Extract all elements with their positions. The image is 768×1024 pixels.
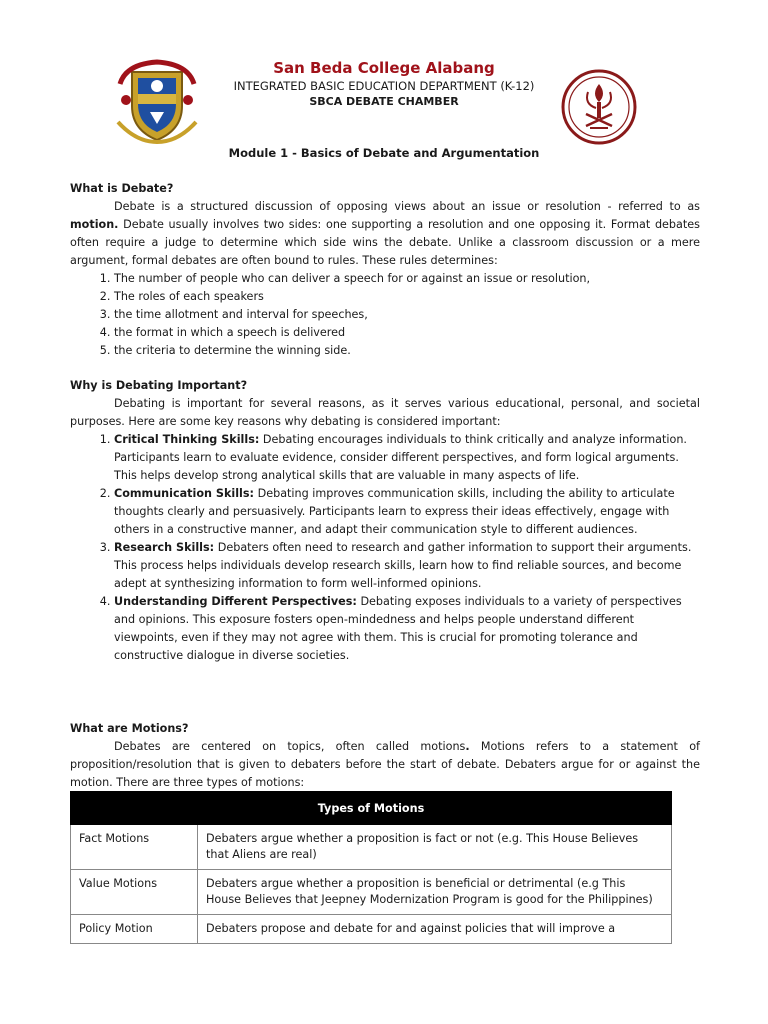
list-item: 3. Research Skills: Debaters often need to research and gather information to support their arguments. This process helps individuals develop research skills, learn how to find reliable sources, and become adept at synthesizing information to form well-informed opinions. [114,539,700,593]
list-item: 1. The number of people who can deliver a speech for or against an issue or resolution, [114,270,700,288]
section-heading: Why is Debating Important? [70,379,248,392]
motion-type: Fact Motions [71,825,198,870]
letterhead [0,58,768,110]
section-heading: What are Motions? [70,722,189,735]
debate-chamber-seal-icon [560,68,638,146]
list-item: 5. the criteria to determine the winning side. [114,342,700,360]
motion-description: Debaters argue whether a proposition is fact or not (e.g. This House Believes that Aliens are real) [198,825,672,870]
list-item: 2. Communication Skills: Debating improves communication skills, including the ability to articulate thoughts clearly and persuasively. Participants learn to express their ideas effectively, engage with others in a constructive manner, and adapt their communication style to different audiences. [114,485,700,539]
table-row [71,915,672,944]
list-item: 3. the time allotment and interval for speeches, [114,306,700,324]
motion-type: Value Motions [71,870,198,915]
list-item: 2. The roles of each speakers [114,288,700,306]
motions-table [70,791,672,944]
section-debate [70,180,700,360]
motion-description: Debaters argue whether a proposition is beneficial or detrimental (e.g This House Believes that Jeepney Modernization Program is good for the Philippines) [198,870,672,915]
table-row [71,870,672,915]
motion-type: Policy Motion [71,915,198,944]
motions-intro: Debates are centered on topics, often called motions. Motions refers to a statement of proposition/resolution that is given to debaters before the start of debate. Debaters argue for or against the motion. There are three types of motions: [70,740,700,789]
list-item: 4. Understanding Different Perspectives: Debating exposes individuals to a variety of perspectives and opinions. This exposure fosters open-mindedness and helps people understand different viewpoints, even if they may not agree with them. This is crucial for promoting tolerance and constructive dialogue in diverse societies. [114,593,700,665]
section-importance [70,377,700,665]
table-row [71,825,672,870]
motion-description: Debaters propose and debate for and against policies that will improve a [198,915,672,944]
list-item: 4. the format in which a speech is delivered [114,324,700,342]
module-title: Module 1 - Basics of Debate and Argumentation [228,146,540,160]
debate-intro: Debate is a structured discussion of opposing views about an issue or resolution - referred to as motion. Debate usually involves two sides: one supporting a resolution and one opposing it. Format debates often require a judge to determine which side wins the debate. Unlike a classroom discussion or a mere argument, formal debates are often bound to rules. These rules determines: [70,200,700,267]
section-motions [70,720,700,792]
table-title: Types of Motions [71,792,672,825]
importance-intro: Debating is important for several reasons, as it serves various educational, personal, and societal purposes. Here are some key reasons why debating is considered important: [70,397,700,428]
school-name: San Beda College Alabang [273,59,495,77]
section-heading: What is Debate? [70,182,174,195]
reasons-list [70,431,700,665]
department-name: INTEGRATED BASIC EDUCATION DEPARTMENT (K-12) [233,79,535,93]
rules-list [70,270,700,360]
chamber-name: SBCA DEBATE CHAMBER [309,95,459,108]
list-item: 1. Critical Thinking Skills: Debating encourages individuals to think critically and analyze information. Participants learn to evaluate evidence, consider different perspectives, and form logical arguments. This helps develop strong analytical skills that are valuable in many aspects of life. [114,431,700,485]
